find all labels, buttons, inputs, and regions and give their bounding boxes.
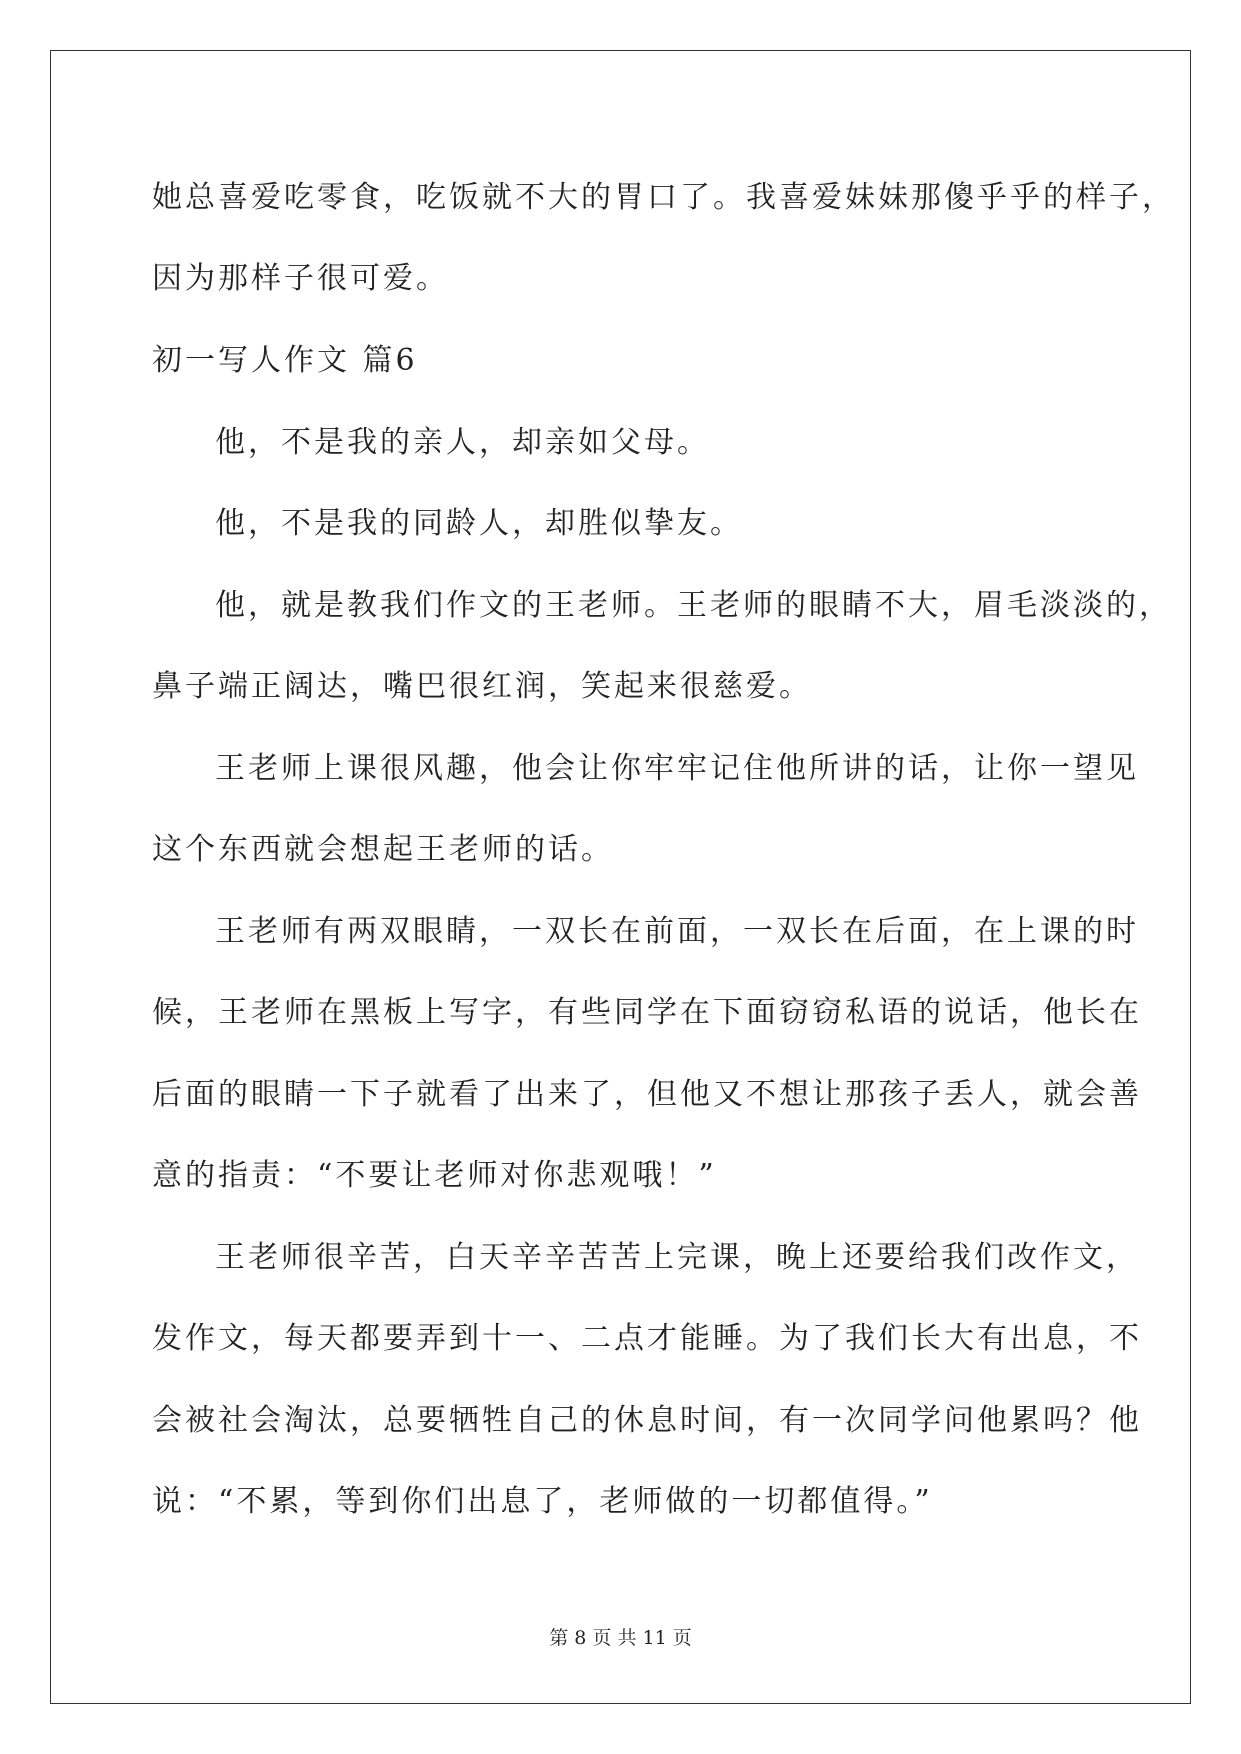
body-line: 发作文，每天都要弄到十一、二点才能睡。为了我们长大有出息，不 [152,1321,1142,1356]
body-line: 王老师很辛苦，白天辛辛苦苦上完课，晚上还要给我们改作文， [215,1240,1139,1275]
page-footer: 第 8 页 共 11 页 [549,1627,692,1649]
body-line: 候，王老师在黑板上写字，有些同学在下面窃窃私语的说话，他长在 [152,995,1142,1030]
body-line: 因为那样子很可爱。 [152,261,449,296]
body-line: 王老师上课很风趣，他会让你牢牢记住他所讲的话，让你一望见 [215,751,1139,786]
body-line: 他，不是我的同龄人，却胜似挚友。 [215,506,743,541]
body-line: 说：“不累，等到你们出息了，老师做的一切都值得。” [152,1484,933,1519]
page-border [50,50,1191,1704]
section-heading: 初一写人作文 篇6 [152,343,418,378]
body-line: 意的指责：“不要让老师对你悲观哦！” [152,1158,717,1193]
body-line: 后面的眼睛一下子就看了出来了，但他又不想让那孩子丢人，就会善 [152,1077,1142,1112]
body-line: 王老师有两双眼睛，一双长在前面，一双长在后面，在上课的时 [215,914,1139,949]
body-line: 这个东西就会想起王老师的话。 [152,832,614,867]
body-line: 他，不是我的亲人，却亲如父母。 [215,425,710,460]
body-line: 她总喜爱吃零食，吃饭就不大的胃口了。我喜爱妹妹那傻乎乎的样子， [152,180,1175,215]
body-line: 鼻子端正阔达，嘴巴很红润，笑起来很慈爱。 [152,669,812,704]
body-line: 他，就是教我们作文的王老师。王老师的眼睛不大，眉毛淡淡的， [215,588,1172,623]
body-line: 会被社会淘汰，总要牺牲自己的休息时间，有一次同学问他累吗？他 [152,1403,1142,1438]
